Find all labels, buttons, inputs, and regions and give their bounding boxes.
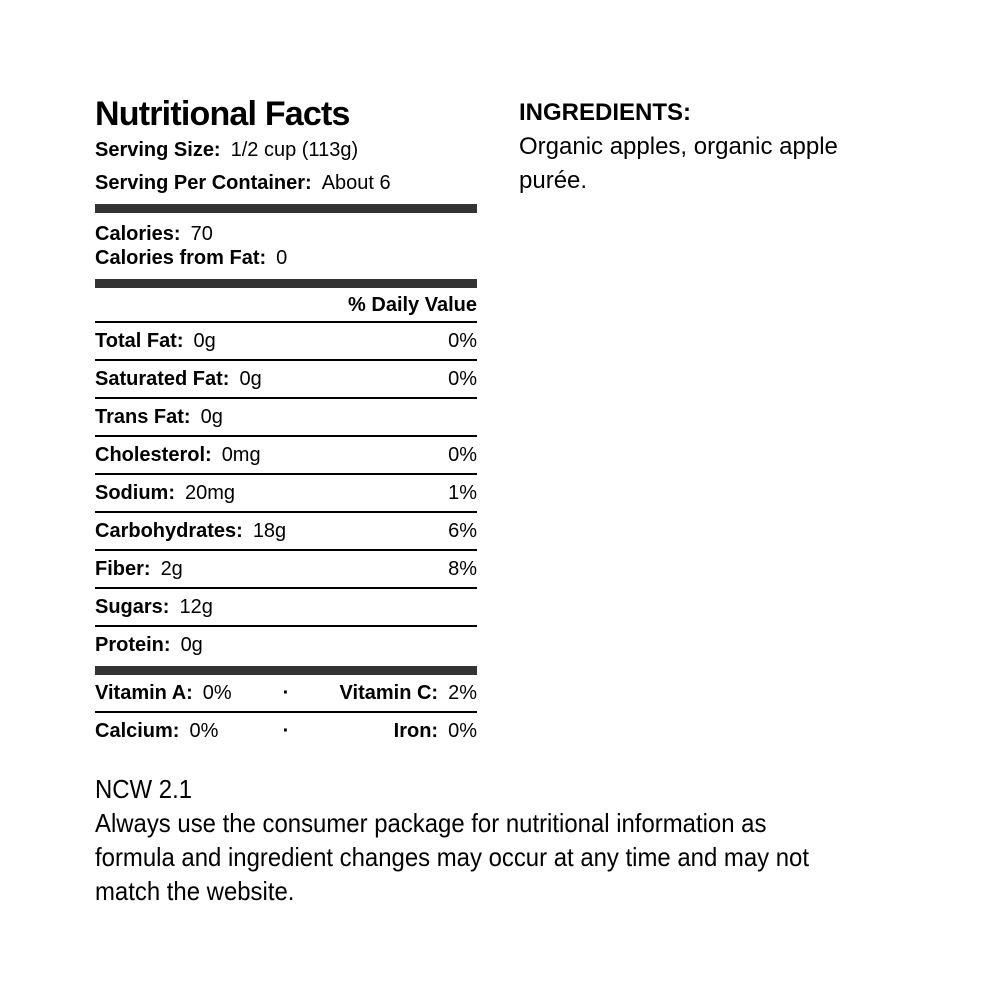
nutrient-amount: 20mg <box>185 482 236 504</box>
ingredients-section <box>519 96 899 198</box>
nutrient-left <box>95 367 262 391</box>
nutrient-daily-value: 8% <box>448 558 477 580</box>
calories-from-fat-row <box>95 246 477 270</box>
nutrient-daily-value: 0% <box>448 444 477 466</box>
nutrient-name: Carbohydrates: <box>95 520 243 542</box>
serving-size-value: 1/2 cup (113g) <box>230 139 359 161</box>
nutrient-row <box>95 323 477 361</box>
nutrient-left <box>95 481 235 505</box>
disclaimer-line: match the website. <box>95 876 295 906</box>
nutrient-row <box>95 627 477 663</box>
nutrient-left <box>95 443 261 467</box>
nutrient-amount: 18g <box>252 520 287 542</box>
micronutrient-name: Calcium: <box>95 720 180 742</box>
nutrient-name: Fiber: <box>95 558 151 580</box>
serving-size-label: Serving Size: <box>95 139 221 161</box>
micronutrient-value: 2% <box>448 682 477 704</box>
nutrient-daily-value: 0% <box>448 330 477 352</box>
nutrient-name: Sodium: <box>95 482 175 504</box>
micronutrient-name: Vitamin C: <box>339 682 439 704</box>
micronutrient-row <box>95 675 477 713</box>
ingredients-heading: INGREDIENTS: <box>519 99 692 126</box>
nutrient-daily-value: 1% <box>448 482 477 504</box>
micronutrient-right <box>340 681 477 705</box>
label-title: Nutritional Facts <box>95 95 350 133</box>
nutrient-name: Saturated Fat: <box>95 368 230 390</box>
nutrient-name: Total Fat: <box>95 330 184 352</box>
nutrient-amount: 0g <box>200 406 223 428</box>
micronutrient-name: Vitamin A: <box>95 682 193 704</box>
nutrient-left <box>95 633 203 657</box>
serving-per-container-value: About 6 <box>321 172 391 194</box>
nutrient-row <box>95 399 477 437</box>
micronutrient-value: 0% <box>202 682 232 704</box>
nutrient-amount: 0g <box>239 368 262 390</box>
dot-separator: · <box>282 720 290 742</box>
micronutrient-left <box>95 719 218 743</box>
disclaimer-text-block <box>95 772 923 908</box>
calories-row <box>95 222 477 246</box>
serving-per-container-row <box>95 171 477 195</box>
nutrient-left <box>95 557 183 581</box>
daily-value-header: % Daily Value <box>95 288 477 323</box>
calories-value: 70 <box>190 223 213 245</box>
disclaimer-line: Always use the consumer package for nutritional information as <box>95 808 767 838</box>
nutrient-row <box>95 551 477 589</box>
nutrient-amount: 2g <box>160 558 183 580</box>
nutrient-daily-value: 0% <box>448 368 477 390</box>
nutrient-row <box>95 361 477 399</box>
ingredients-body: Organic apples, organic apple purée. <box>519 133 838 194</box>
thick-divider <box>95 666 477 675</box>
serving-size-row <box>95 138 477 162</box>
version-text: NCW 2.1 <box>95 774 193 804</box>
calories-from-fat-label: Calories from Fat: <box>95 247 267 269</box>
thick-divider <box>95 279 477 288</box>
disclaimer-line: formula and ingredient changes may occur at any time and may not <box>95 842 810 872</box>
calories-from-fat-value: 0 <box>276 247 288 269</box>
micronutrient-right <box>394 719 477 743</box>
nutrient-row <box>95 475 477 513</box>
micronutrient-name: Iron: <box>393 720 439 742</box>
nutrient-name: Sugars: <box>95 596 170 618</box>
nutrient-name: Cholesterol: <box>95 444 212 466</box>
micronutrient-value: 0% <box>448 720 477 742</box>
nutrient-left <box>95 595 213 619</box>
nutrient-name: Protein: <box>95 634 171 656</box>
dot-separator: · <box>282 682 290 704</box>
nutrient-amount: 0g <box>193 330 216 352</box>
nutrient-name: Trans Fat: <box>95 406 191 428</box>
nutrient-row <box>95 437 477 475</box>
micronutrient-row <box>95 713 477 749</box>
nutrient-row <box>95 589 477 627</box>
serving-per-container-label: Serving Per Container: <box>95 172 312 194</box>
nutrient-left <box>95 405 223 429</box>
nutrient-left <box>95 329 216 353</box>
calories-label: Calories: <box>95 223 181 245</box>
micronutrient-value: 0% <box>189 720 219 742</box>
micronutrient-left <box>95 681 232 705</box>
nutrition-facts-label <box>95 96 477 749</box>
footer-disclaimer <box>95 772 995 908</box>
thick-divider <box>95 204 477 213</box>
nutrient-amount: 0mg <box>221 444 261 466</box>
nutrient-row <box>95 513 477 551</box>
nutrient-daily-value: 6% <box>448 520 477 542</box>
nutrient-amount: 12g <box>179 596 213 618</box>
nutrient-amount: 0g <box>180 634 203 656</box>
nutrient-left <box>95 519 286 543</box>
